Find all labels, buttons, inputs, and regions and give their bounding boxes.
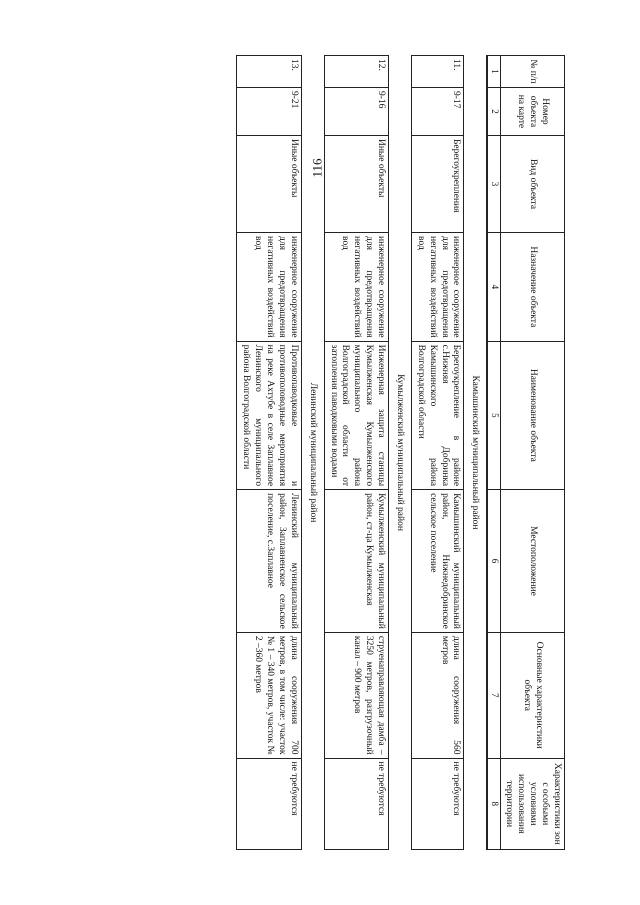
header-cell: Местоположение [500, 490, 564, 633]
object-location: Ленинский муниципальный район, Заплавненское сельское поселение, с.Заплавное [237, 490, 301, 633]
column-number: 6 [487, 490, 500, 633]
rotated-table-container [140, 55, 565, 850]
column-number: 4 [487, 233, 500, 342]
header-cell: Вид объекта [500, 135, 564, 232]
object-name: Противопаводковые и противополоводные мероприятия на реке Ахтубе в селе Заплавное Ленинского муниципального района Волгоградской области [237, 341, 301, 490]
column-number: 1 [487, 56, 500, 88]
header-cell: Наименование объекта [500, 341, 564, 490]
zone-characteristics: не требуются [324, 758, 388, 849]
object-kind: Иные объекты [237, 135, 301, 232]
column-number: 2 [487, 87, 500, 135]
object-purpose: инженерное сооружение для предотвращения негативных воздействий вод [237, 233, 301, 342]
section-title: Кумылженский муниципальный район [389, 56, 412, 850]
column-number-row [487, 56, 500, 850]
header-cell: Основные характеристики объекта [500, 632, 564, 758]
map-code: 9-21 [237, 87, 301, 135]
column-number: 3 [487, 135, 500, 232]
section-row [464, 56, 487, 850]
section-title: Ленинский муниципальный район [301, 56, 324, 850]
header-cell: № п/п [500, 56, 564, 88]
row-number: 13. [237, 56, 301, 88]
column-number: 8 [487, 758, 500, 849]
object-purpose: инженерное сооружение для предотвращения негативных воздействий вод [324, 233, 388, 342]
object-location: Камышинский муниципальный район, Нижнедобринское сельское поселение [412, 490, 465, 633]
table-row [324, 56, 388, 850]
object-kind: Берегоукрепления [412, 135, 465, 232]
map-code: 9-17 [412, 87, 465, 135]
header-row [500, 56, 564, 850]
table-row [237, 56, 301, 850]
table-row [412, 56, 465, 850]
column-number: 7 [487, 632, 500, 758]
object-characteristics: струенаправляющая дамба – 3250 метров, разгрузочный канал – 900 метров [324, 632, 388, 758]
header-cell: Назначение объекта [500, 233, 564, 342]
zone-characteristics: не требуются [412, 758, 465, 849]
row-number: 11. [412, 56, 465, 88]
section-row [301, 56, 324, 850]
object-characteristics: длина сооружения 560 метров [412, 632, 465, 758]
objects-table [237, 55, 566, 850]
zone-characteristics: не требуются [237, 758, 301, 849]
object-location: Кумылженский муниципальный район, ст-ца Кумылженская [324, 490, 388, 633]
page-number: 116 [309, 158, 325, 178]
object-name: Берегоукрепление в районе с.Нижняя Добринка Камышинского района Волгоградской области [412, 341, 465, 490]
object-name: Инженерная защита станицы Кумылженская Кумылженского муниципального района Волгоградской области от затопления паводковыми водами [324, 341, 388, 490]
section-row [389, 56, 412, 850]
object-characteristics: длина сооружения 700 метров, в том числе: участок № 1 – 340 метров, участок № 2 –360 метров [237, 632, 301, 758]
header-cell: Номер объекта на карте [500, 87, 564, 135]
object-purpose: инженерное сооружение для предотвращения негативных воздействий вод [412, 233, 465, 342]
header-cell: Характеристики зон с особыми условиями использования территории [500, 758, 564, 849]
column-number: 5 [487, 341, 500, 490]
map-code: 9-16 [324, 87, 388, 135]
row-number: 12. [324, 56, 388, 88]
object-kind: Иные объекты [324, 135, 388, 232]
section-title: Камышинский муниципальный район [464, 56, 487, 850]
